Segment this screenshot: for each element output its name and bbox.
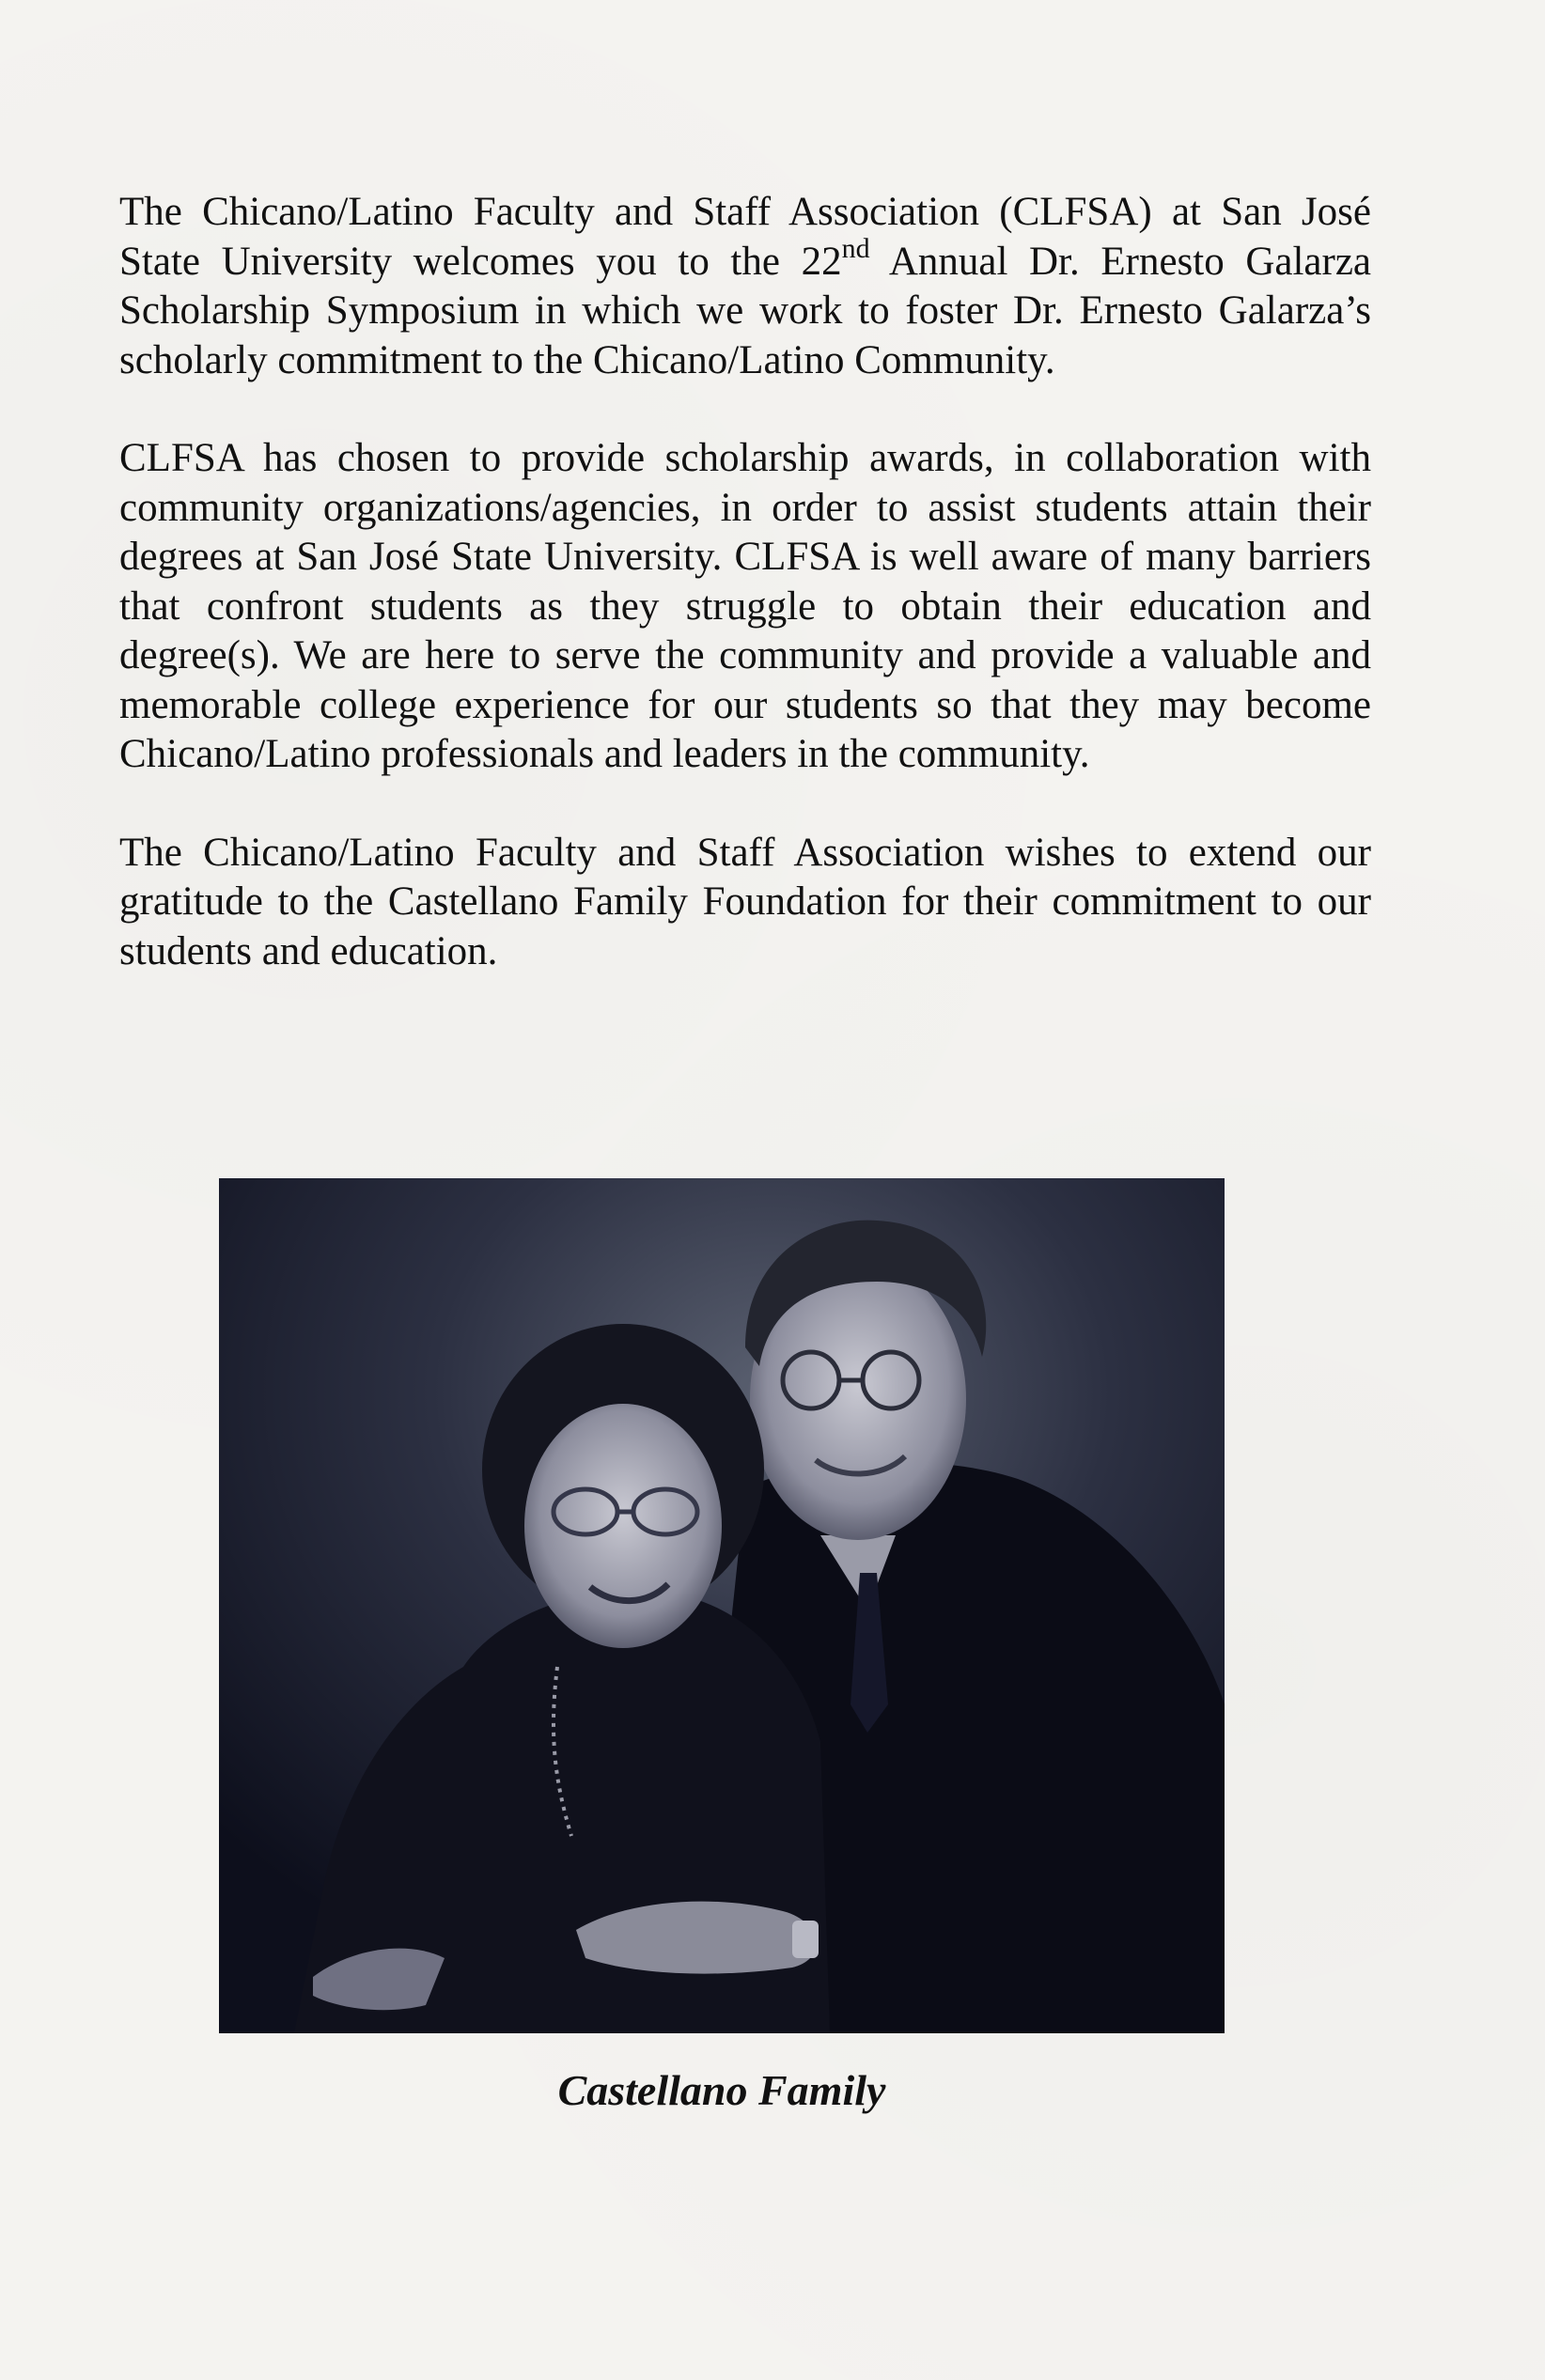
photo-caption: Castellano Family — [557, 2066, 886, 2114]
mission-paragraph: CLFSA has chosen to provide scholarship awards, in collaboration with community organizations/agencies, in order to assist students attain their degrees at San José State University. CLFSA is well aware of many barriers that confront students as they struggle to obtain their education and degree(s). We are here to serve the community and provide a valuable and memorable college experience for our students so that they may become Chicano/Latino professionals and leaders in the community. — [119, 436, 1371, 776]
intro-text-end: Annual Dr. Ernesto Galarza Scholarship Symposium in which we work to foster Dr. Ernesto Galarza’s scholarly commitment to the Chicano/Latino Community. — [119, 239, 1371, 382]
gratitude-paragraph: The Chicano/Latino Faculty and Staff Association wishes to extend our gratitude to the Castellano Family Foundation for their commitment to our students and education. — [119, 830, 1371, 973]
ordinal-suffix: nd — [841, 232, 870, 264]
intro-paragraph — [119, 188, 1371, 385]
intro-text-start: The Chicano/Latino Faculty and Staff Association (CLFSA) at San José State University welcomes you to the 22 — [119, 190, 1371, 284]
portrait-illustration — [219, 1178, 1225, 2033]
family-portrait-photo — [219, 1178, 1225, 2033]
body-text — [119, 188, 1371, 1025]
